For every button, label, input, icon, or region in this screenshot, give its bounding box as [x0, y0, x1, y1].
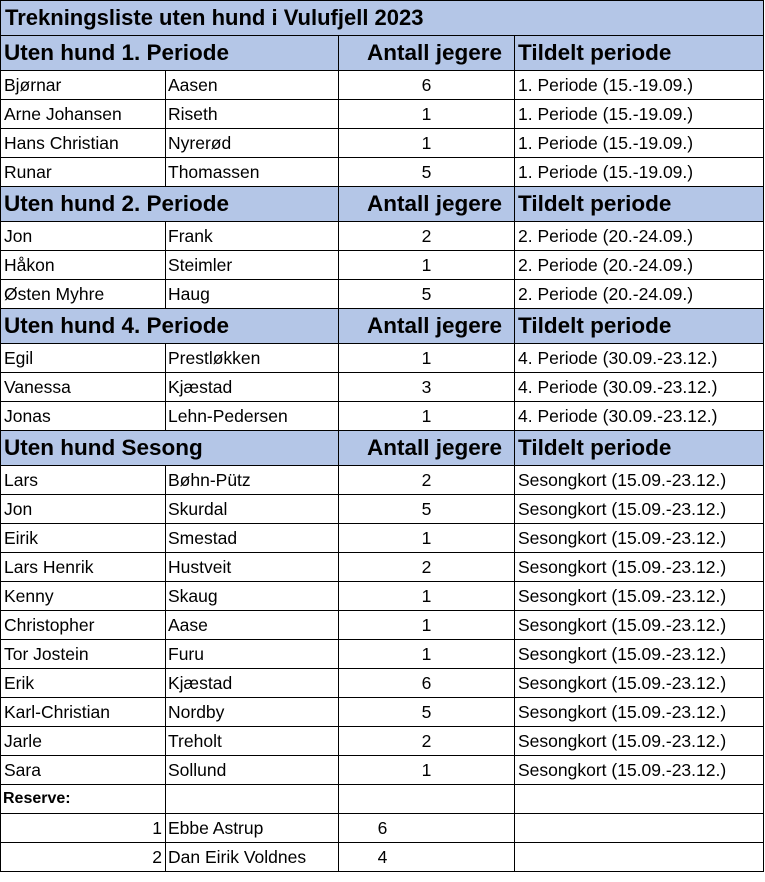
table-row — [1, 611, 764, 640]
hunter-count-cell[interactable]: 2 — [339, 727, 515, 756]
period-column-header[interactable]: Tildelt periode — [515, 309, 764, 344]
table-row — [1, 129, 764, 158]
first-name-cell[interactable]: Tor Jostein — [1, 640, 166, 669]
assigned-period-cell[interactable]: 2. Periode (20.-24.09.) — [515, 251, 764, 280]
first-name-cell[interactable]: Vanessa — [1, 373, 166, 402]
hunter-count-cell[interactable]: 1 — [339, 344, 515, 373]
hunter-count-cell[interactable]: 1 — [339, 402, 515, 431]
sheet-title[interactable]: Trekningsliste uten hund i Vulufjell 2023 — [1, 1, 764, 36]
table-row — [1, 495, 764, 524]
assigned-period-cell[interactable]: 4. Periode (30.09.-23.12.) — [515, 373, 764, 402]
hunter-count-cell[interactable]: 1 — [339, 100, 515, 129]
last-name-cell[interactable]: Nordby — [166, 698, 339, 727]
assigned-period-cell[interactable]: Sesongkort (15.09.-23.12.) — [515, 669, 764, 698]
group-header-row — [1, 36, 764, 71]
table-row — [1, 698, 764, 727]
hunter-count-cell[interactable]: 1 — [339, 129, 515, 158]
table-row — [1, 727, 764, 756]
reserve-number-cell[interactable]: 2 — [1, 843, 166, 872]
count-column-header[interactable]: Antall jegere — [339, 431, 515, 466]
last-name-cell[interactable]: Thomassen — [166, 158, 339, 187]
first-name-cell[interactable]: Lars Henrik — [1, 553, 166, 582]
first-name-cell[interactable]: Sara — [1, 756, 166, 785]
table-row — [1, 71, 764, 100]
hunter-count-cell[interactable]: 6 — [339, 71, 515, 100]
first-name-cell[interactable]: Christopher — [1, 611, 166, 640]
last-name-cell[interactable]: Bøhn-Pütz — [166, 466, 339, 495]
hunter-count-cell[interactable]: 3 — [339, 373, 515, 402]
last-name-cell[interactable]: Haug — [166, 280, 339, 309]
first-name-cell[interactable]: Eirik — [1, 524, 166, 553]
reserve-row — [1, 814, 764, 843]
last-name-cell[interactable]: Kjæstad — [166, 373, 339, 402]
hunter-count-cell[interactable]: 1 — [339, 582, 515, 611]
reserve-name-cell[interactable]: Ebbe Astrup — [166, 814, 339, 843]
assigned-period-cell[interactable]: Sesongkort (15.09.-23.12.) — [515, 611, 764, 640]
assigned-period-cell[interactable]: 1. Periode (15.-19.09.) — [515, 158, 764, 187]
assigned-period-cell[interactable]: 1. Periode (15.-19.09.) — [515, 129, 764, 158]
count-column-header[interactable]: Antall jegere — [339, 309, 515, 344]
group-heading[interactable]: Uten hund Sesong — [1, 431, 339, 466]
assigned-period-cell[interactable]: Sesongkort (15.09.-23.12.) — [515, 727, 764, 756]
hunter-count-cell[interactable]: 1 — [339, 611, 515, 640]
assigned-period-cell[interactable]: 2. Periode (20.-24.09.) — [515, 222, 764, 251]
first-name-cell[interactable]: Lars — [1, 466, 166, 495]
period-column-header[interactable]: Tildelt periode — [515, 36, 764, 71]
assigned-period-cell[interactable]: Sesongkort (15.09.-23.12.) — [515, 756, 764, 785]
last-name-cell[interactable]: Skaug — [166, 582, 339, 611]
table-row — [1, 402, 764, 431]
assigned-period-cell[interactable]: 2. Periode (20.-24.09.) — [515, 280, 764, 309]
empty-cell[interactable] — [515, 785, 764, 814]
reserve-row — [1, 843, 764, 872]
table-row — [1, 669, 764, 698]
group-header-row — [1, 187, 764, 222]
assigned-period-cell[interactable]: Sesongkort (15.09.-23.12.) — [515, 466, 764, 495]
hunter-count-cell[interactable]: 6 — [339, 669, 515, 698]
group-heading[interactable]: Uten hund 2. Periode — [1, 187, 339, 222]
first-name-cell[interactable]: Hans Christian — [1, 129, 166, 158]
empty-cell[interactable] — [515, 843, 764, 872]
empty-cell[interactable] — [515, 814, 764, 843]
table-row — [1, 158, 764, 187]
last-name-cell[interactable]: Prestløkken — [166, 344, 339, 373]
first-name-cell[interactable]: Håkon — [1, 251, 166, 280]
last-name-cell[interactable]: Aasen — [166, 71, 339, 100]
empty-cell[interactable] — [166, 785, 339, 814]
first-name-cell[interactable]: Jarle — [1, 727, 166, 756]
table-row — [1, 344, 764, 373]
reserve-name-cell[interactable]: Dan Eirik Voldnes — [166, 843, 339, 872]
assigned-period-cell[interactable]: 4. Periode (30.09.-23.12.) — [515, 402, 764, 431]
last-name-cell[interactable]: Nyrerød — [166, 129, 339, 158]
table-row — [1, 280, 764, 309]
table-row — [1, 524, 764, 553]
sheet-title-row — [1, 1, 764, 36]
table-row — [1, 251, 764, 280]
first-name-cell[interactable]: Arne Johansen — [1, 100, 166, 129]
hunter-count-cell[interactable]: 5 — [339, 158, 515, 187]
count-column-header[interactable]: Antall jegere — [339, 36, 515, 71]
last-name-cell[interactable]: Aase — [166, 611, 339, 640]
assigned-period-cell[interactable]: Sesongkort (15.09.-23.12.) — [515, 582, 764, 611]
first-name-cell[interactable]: Jon — [1, 495, 166, 524]
last-name-cell[interactable]: Hustveit — [166, 553, 339, 582]
group-heading[interactable]: Uten hund 4. Periode — [1, 309, 339, 344]
assigned-period-cell[interactable]: Sesongkort (15.09.-23.12.) — [515, 640, 764, 669]
last-name-cell[interactable]: Riseth — [166, 100, 339, 129]
hunter-count-cell[interactable]: 1 — [339, 524, 515, 553]
group-header-row — [1, 431, 764, 466]
assigned-period-cell[interactable]: 1. Periode (15.-19.09.) — [515, 100, 764, 129]
table-row — [1, 553, 764, 582]
assigned-period-cell[interactable]: Sesongkort (15.09.-23.12.) — [515, 495, 764, 524]
assigned-period-cell[interactable]: Sesongkort (15.09.-23.12.) — [515, 553, 764, 582]
period-column-header[interactable]: Tildelt periode — [515, 187, 764, 222]
first-name-cell[interactable]: Egil — [1, 344, 166, 373]
last-name-cell[interactable]: Kjæstad — [166, 669, 339, 698]
assigned-period-cell[interactable]: 1. Periode (15.-19.09.) — [515, 71, 764, 100]
count-column-header[interactable]: Antall jegere — [339, 187, 515, 222]
first-name-cell[interactable]: Runar — [1, 158, 166, 187]
reserve-label[interactable]: Reserve: — [1, 785, 166, 814]
assigned-period-cell[interactable]: Sesongkort (15.09.-23.12.) — [515, 698, 764, 727]
table-row — [1, 582, 764, 611]
last-name-cell[interactable]: Smestad — [166, 524, 339, 553]
first-name-cell[interactable]: Bjørnar — [1, 71, 166, 100]
first-name-cell[interactable]: Jon — [1, 222, 166, 251]
first-name-cell[interactable]: Østen Myhre — [1, 280, 166, 309]
last-name-cell[interactable]: Skurdal — [166, 495, 339, 524]
hunter-count-cell[interactable]: 2 — [339, 466, 515, 495]
last-name-cell[interactable]: Steimler — [166, 251, 339, 280]
empty-cell[interactable] — [339, 785, 515, 814]
hunter-count-cell[interactable]: 1 — [339, 251, 515, 280]
table-row — [1, 373, 764, 402]
hunter-count-cell[interactable]: 2 — [339, 222, 515, 251]
reserve-count-cell[interactable]: 4 — [339, 843, 515, 872]
hunter-count-cell[interactable]: 5 — [339, 698, 515, 727]
first-name-cell[interactable]: Erik — [1, 669, 166, 698]
reserve-number-cell[interactable]: 1 — [1, 814, 166, 843]
table-row — [1, 640, 764, 669]
table-row — [1, 756, 764, 785]
table-row — [1, 466, 764, 495]
last-name-cell[interactable]: Treholt — [166, 727, 339, 756]
reserve-count-cell[interactable]: 6 — [339, 814, 515, 843]
hunter-count-cell[interactable]: 1 — [339, 756, 515, 785]
first-name-cell[interactable]: Karl-Christian — [1, 698, 166, 727]
group-header-row — [1, 309, 764, 344]
last-name-cell[interactable]: Sollund — [166, 756, 339, 785]
hunter-count-cell[interactable]: 1 — [339, 640, 515, 669]
reserve-label-row — [1, 785, 764, 814]
assigned-period-cell[interactable]: Sesongkort (15.09.-23.12.) — [515, 524, 764, 553]
hunter-count-cell[interactable]: 5 — [339, 495, 515, 524]
last-name-cell[interactable]: Lehn-Pedersen — [166, 402, 339, 431]
table-row — [1, 100, 764, 129]
first-name-cell[interactable]: Kenny — [1, 582, 166, 611]
group-heading[interactable]: Uten hund 1. Periode — [1, 36, 339, 71]
first-name-cell[interactable]: Jonas — [1, 402, 166, 431]
table-row — [1, 222, 764, 251]
period-column-header[interactable]: Tildelt periode — [515, 431, 764, 466]
assigned-period-cell[interactable]: 4. Periode (30.09.-23.12.) — [515, 344, 764, 373]
last-name-cell[interactable]: Furu — [166, 640, 339, 669]
hunter-count-cell[interactable]: 2 — [339, 553, 515, 582]
last-name-cell[interactable]: Frank — [166, 222, 339, 251]
hunter-count-cell[interactable]: 5 — [339, 280, 515, 309]
